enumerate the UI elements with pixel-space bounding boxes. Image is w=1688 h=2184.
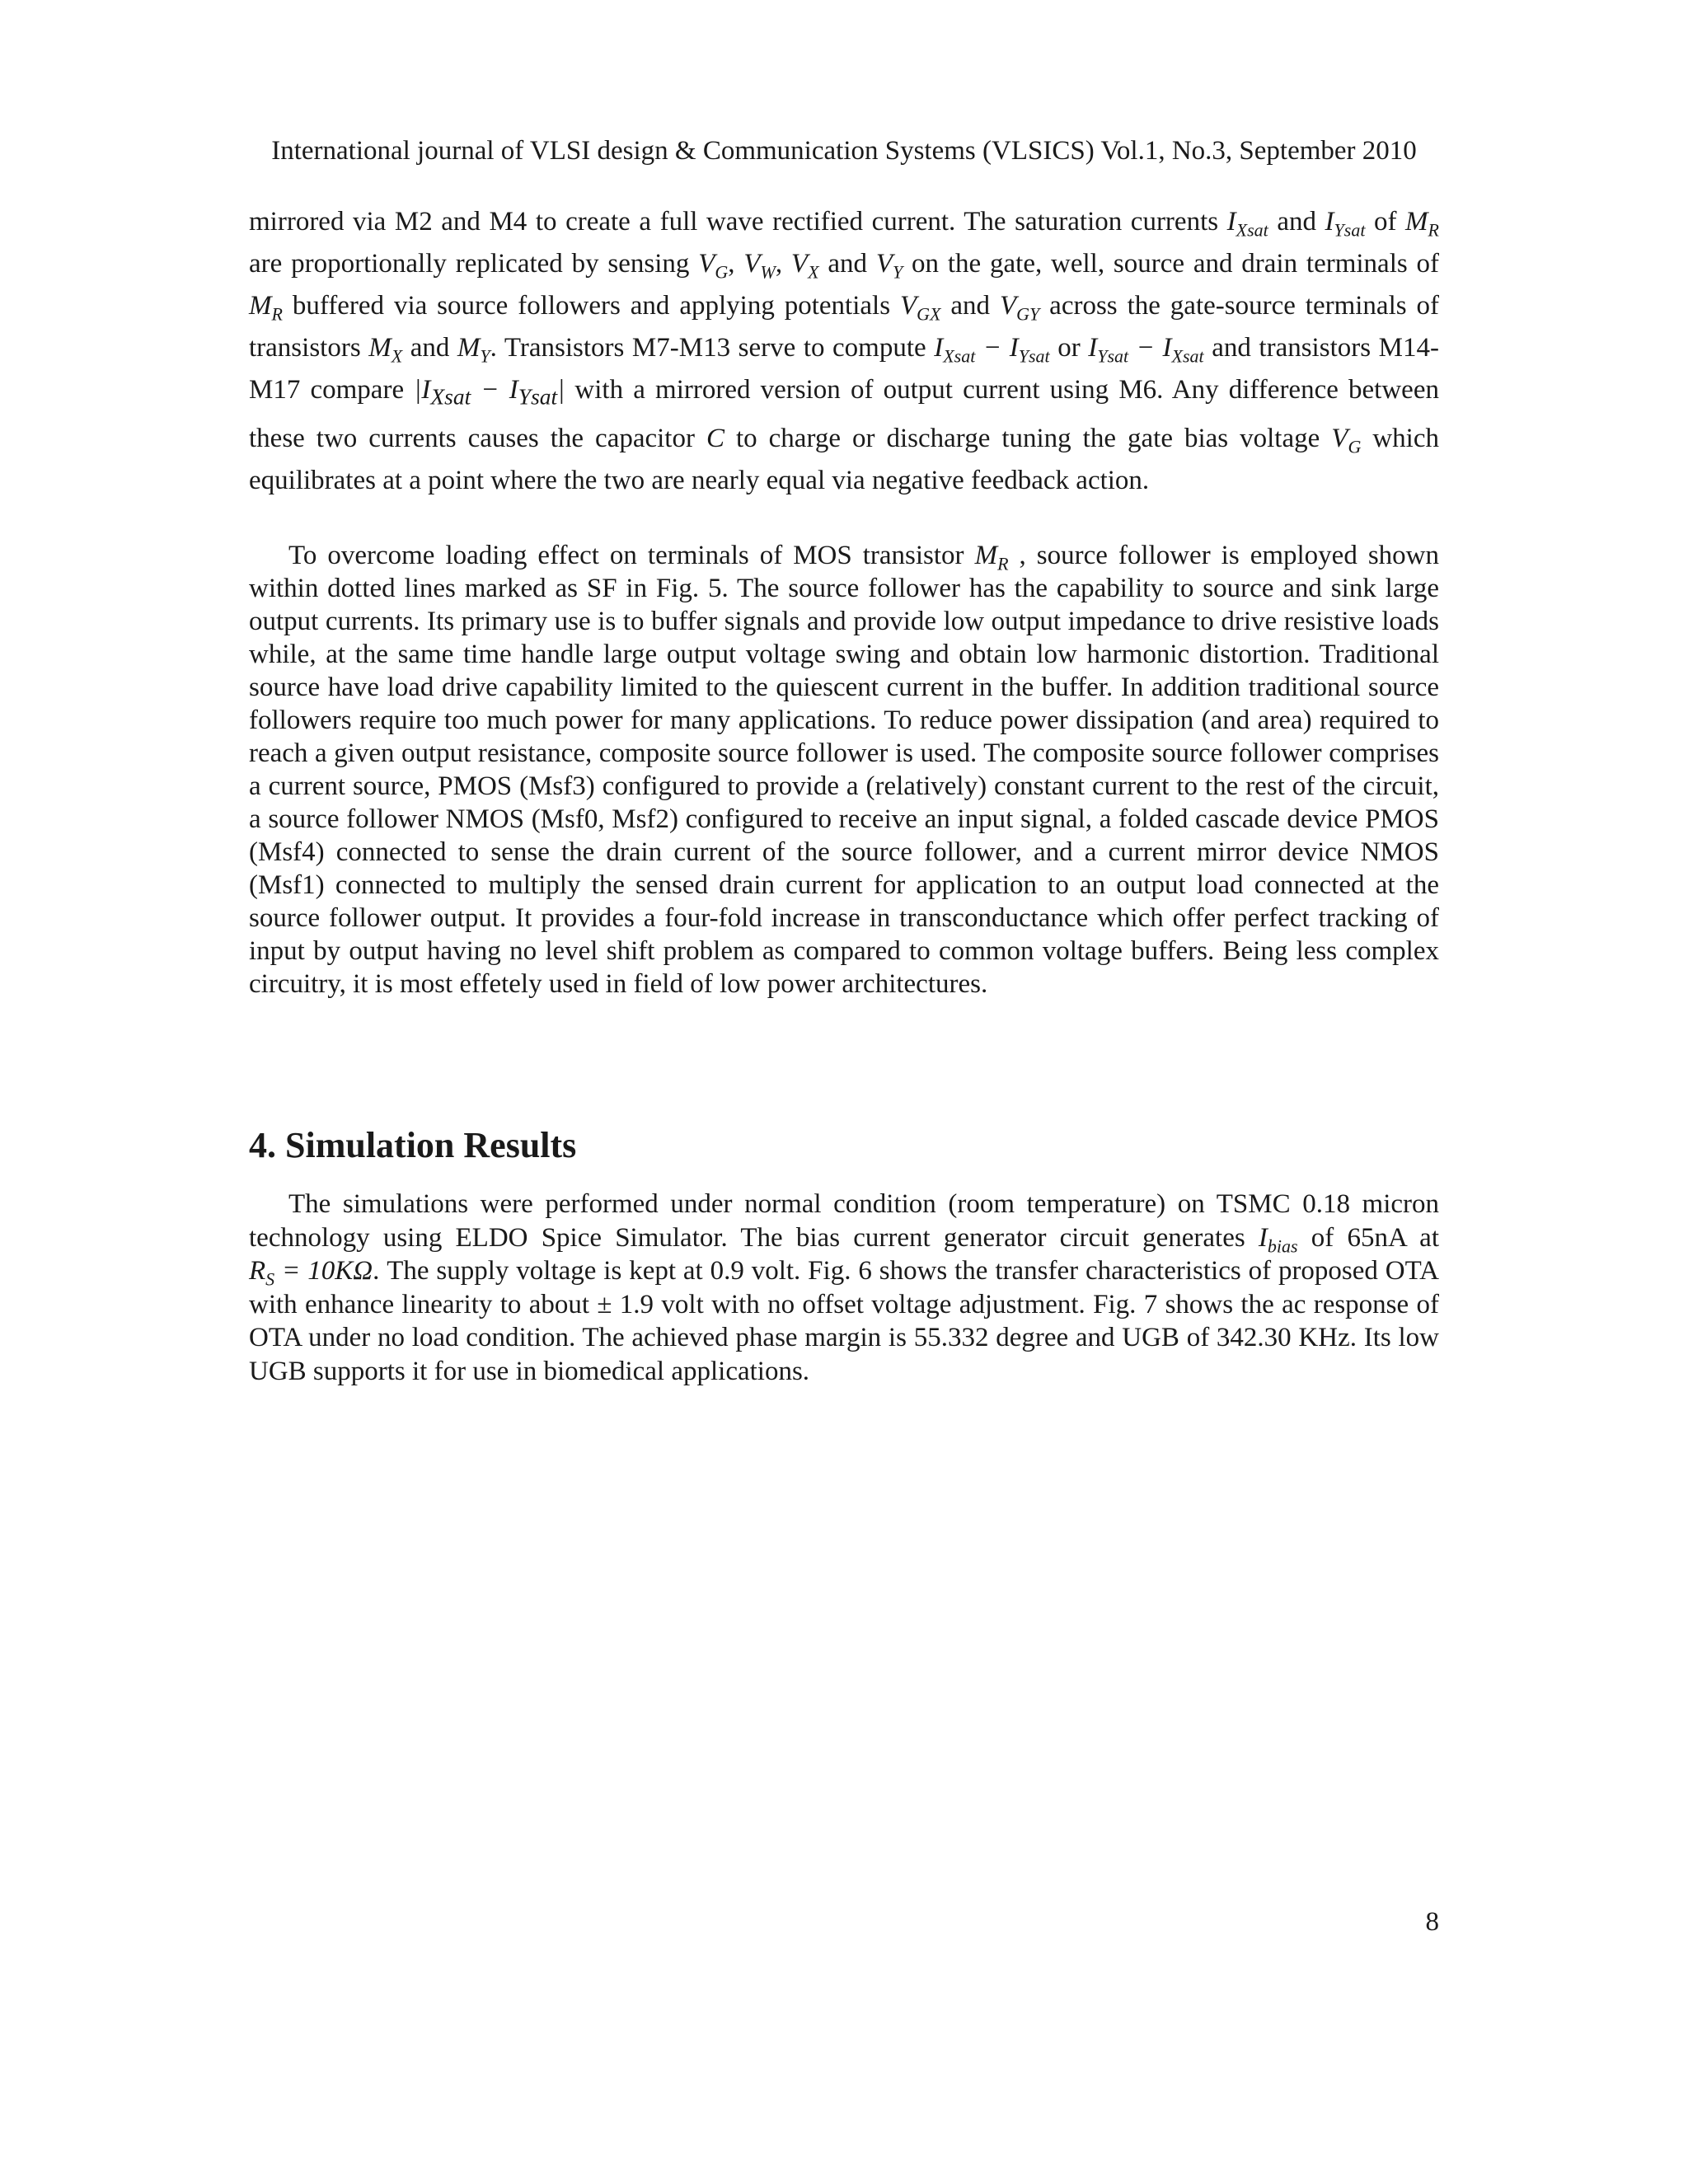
text-run: to charge or discharge tuning the gate bias voltage	[724, 423, 1332, 453]
section-heading: 4. Simulation Results	[249, 1125, 577, 1165]
text-run: and transistors M14-M17 compare	[249, 333, 1439, 405]
math-v-x: $V_X$	[790, 249, 819, 283]
text-run: . Transistors M7-M13 serve to compute	[490, 333, 935, 363]
math-ixsat-minus-iysat: $I_{Xsat} - I_{Ysat}$	[934, 333, 1050, 367]
text-run: buffered via source followers and applying potentials	[282, 291, 900, 321]
text-run: of 65nA at	[1297, 1222, 1439, 1253]
math-m-r: $M_R$	[249, 291, 283, 325]
text-run: of	[1365, 207, 1406, 237]
paragraph-feedback-circuit	[249, 201, 1439, 502]
text-run: mirrored via M2 and M4 to create a full wave rectified current. The saturation currents	[249, 207, 1227, 237]
math-v-gx: $V_{GX}$	[899, 291, 941, 325]
text-run: and	[402, 333, 457, 363]
page-number: 8	[1425, 1907, 1439, 1937]
math-i-ysat: $I_{Ysat}$	[1325, 207, 1366, 241]
math-rs-equation: $R_S = 10K\Omega$	[249, 1256, 373, 1290]
text-run: . The supply voltage is kept at 0.9 volt. Fig. 6 shows the transfer characteristics of proposed OTA with enhance linearity to about ± 1.9 volt with no offset voltage adjustment. Fig. 7 shows the ac response of OTA under no load condition. The achieved phase margin is 55.332 degree and UGB of 342.30 KHz. Its low UGB supports it for use in biomedical applications.	[249, 1256, 1439, 1386]
math-v-y: $V_Y$	[875, 249, 903, 283]
text-run: , source follower is employed shown within dotted lines marked as SF in Fig. 5. The source follower has the capability to source and sink large output currents. Its primary use is to buffer signals and provide low output impedance to drive resistive loads while, at the same time handle large output voltage swing and obtain low harmonic distortion. Traditional source have load drive capability limited to the quiescent current in the buffer. In addition traditional source followers require too much power for many applications. To reduce power dissipation (and area) required to reach a given output resistance, composite source follower is used. The composite source follower comprises a current source, PMOS (Msf3) configured to provide a (relatively) constant current to the rest of the circuit, a source follower NMOS (Msf0, Msf2) configured to receive an input signal, a folded cascade device PMOS (Msf4) connected to sense the drain current of the source follower, and a current mirror device NMOS (Msf1) connected to multiply the sensed drain current for application to an output load connected at the source follower output. It provides a four-fold increase in transconductance which offer perfect tracking of input by output having no level shift problem as compared to common voltage buffers. Being less complex circuitry, it is most effetely used in field of low power architectures.	[249, 541, 1439, 999]
math-v-g: $V_G$	[698, 249, 729, 283]
text-run: ,	[728, 249, 744, 279]
math-m-x: $M_X$	[368, 333, 403, 367]
text-run: which equilibrates at a point where the two are nearly equal via negative feedback action.	[249, 423, 1439, 495]
text-run: The simulations were performed under normal condition (room temperature) on TSMC 0.18 micron technology using ELDO Spice Simulator. The bias current generator circuit generates	[249, 1189, 1439, 1253]
text-run: across the gate-source terminals of transistors	[249, 291, 1439, 363]
text-run: with a mirrored version of output current using M6. Any difference between these two currents causes the capacitor	[249, 375, 1439, 453]
math-m-y: $M_Y$	[457, 333, 490, 367]
math-v-g: $V_G$	[1331, 423, 1362, 457]
math-i-bias: $I_{bias}$	[1258, 1222, 1298, 1257]
math-i-xsat: $I_{Xsat}$	[1226, 207, 1268, 241]
math-capacitor-c: C	[706, 423, 724, 453]
running-header: International journal of VLSI design & Communication Systems (VLSICS) Vol.1, No.3, September 2010	[271, 136, 1417, 166]
text-run: ,	[775, 249, 791, 279]
text-run: on the gate, well, source and drain terminals of	[903, 249, 1440, 279]
math-m-r: $M_R$	[1405, 207, 1439, 241]
math-v-w: $V_W$	[743, 249, 776, 283]
math-abs-difference: $|I_{Xsat} - I_{Ysat}|$	[414, 375, 565, 410]
paragraph-simulation	[249, 1188, 1439, 1388]
math-m-r: $M_R$	[974, 541, 1009, 574]
text-run: or	[1049, 333, 1089, 363]
text-run: To overcome loading effect on terminals of MOS transistor	[288, 541, 975, 570]
text-run: and	[940, 291, 1000, 321]
text-run: are proportionally replicated by sensing	[249, 249, 699, 279]
text-run: and	[1268, 207, 1325, 237]
math-iysat-minus-ixsat: $I_{Ysat} - I_{Xsat}$	[1088, 333, 1204, 367]
math-v-gy: $V_{GY}$	[999, 291, 1040, 325]
text-run: and	[818, 249, 876, 279]
paragraph-source-follower	[249, 539, 1439, 1001]
